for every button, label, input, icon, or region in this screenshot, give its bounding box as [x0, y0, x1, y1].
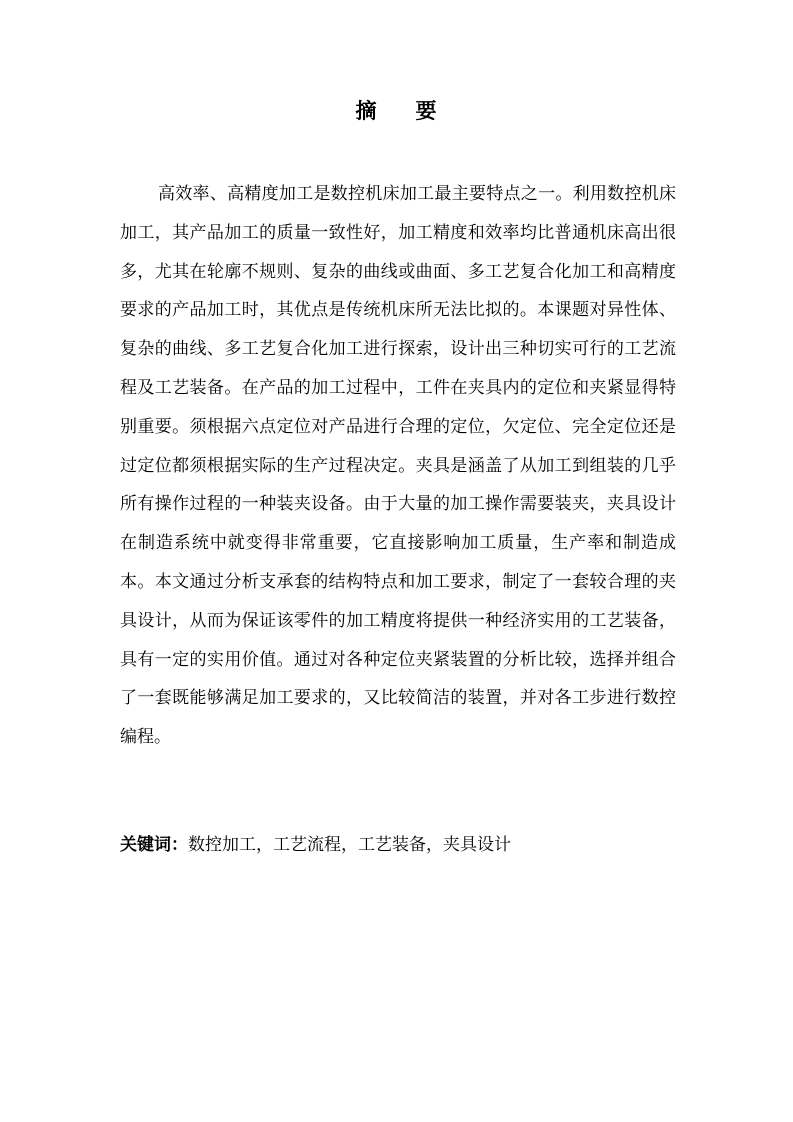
keywords-label: 关键词：	[120, 835, 188, 855]
page-title	[0, 96, 793, 126]
title-char-1: 摘	[355, 99, 378, 123]
keywords-line	[120, 826, 676, 864]
abstract-paragraph: 高效率、高精度加工是数控机床加工最主要特点之一。利用数控机床加工，其产品加工的质量一致性好，加工精度和效率均比普通机床高出很多，尤其在轮廓不规则、复杂的曲线或曲面、多工艺复合化加工和高精度要求的产品加工时，其优点是传统机床所无法比拟的。本课题对异性体、复杂的曲线、多工艺复合化加工进行探索，设计出三种切实可行的工艺流程及工艺装备。在产品的加工过程中，工件在夹具内的定位和夹紧显得特别重要。须根据六点定位对产品进行合理的定位，欠定位、完全定位还是过定位都须根据实际的生产过程决定。夹具是涵盖了从加工到组装的几乎所有操作过程的一种装夹设备。由于大量的加工操作需要装夹，夹具设计在制造系统中就变得非常重要，它直接影响加工质量，生产率和制造成本。本文通过分析支承套的结构特点和加工要求，制定了一套较合理的夹具设计，从而为保证该零件的加工精度将提供一种经济实用的工艺装备，具有一定的实用价值。通过对各种定位夹紧装置的分析比较，选择并组合了一套既能够满足加工要求的，又比较简洁的装置，并对各工步进行数控编程。	[120, 184, 676, 748]
title-char-2: 要	[415, 99, 438, 123]
keywords-list: 数控加工，工艺流程，工艺装备，夹具设计	[188, 835, 511, 855]
